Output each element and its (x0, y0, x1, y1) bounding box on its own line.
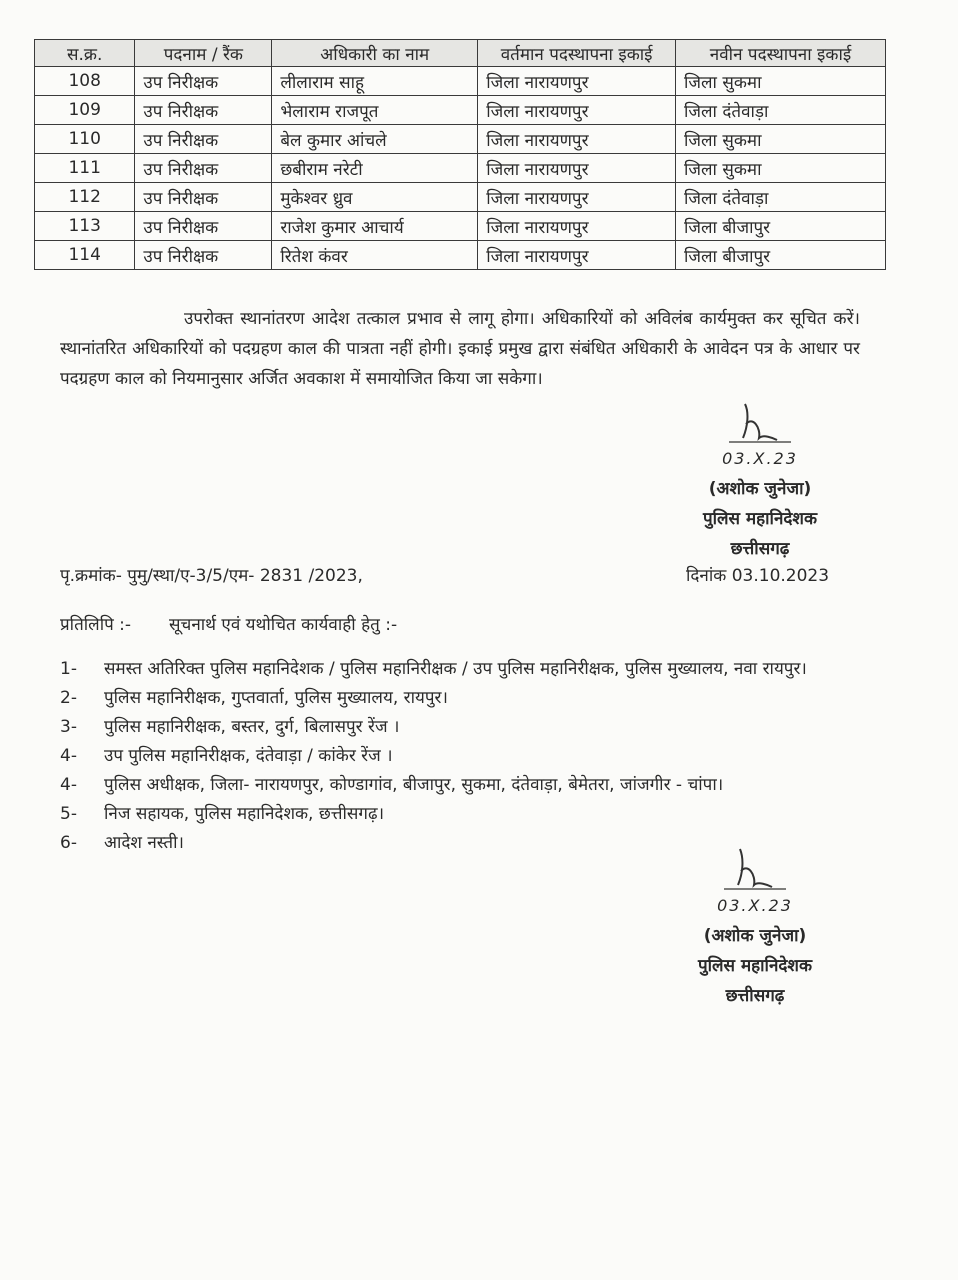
cell-rank: उप निरीक्षक (135, 183, 272, 212)
cell-rank: उप निरीक्षक (135, 125, 272, 154)
list-item-number: 6- (60, 833, 77, 853)
table-row (35, 67, 886, 96)
cell-rank: उप निरीक्षक (135, 212, 272, 241)
list-item-number: 1- (60, 659, 77, 679)
cell-new-posting: जिला सुकमा (676, 67, 886, 96)
list-item (60, 742, 850, 771)
list-item (60, 800, 850, 829)
signatory-designation: पुलिस महानिदेशक (697, 956, 813, 976)
cell-officer-name: भेलाराम राजपूत (272, 96, 478, 125)
reference-number: पृ.क्रमांक- पुमु/स्था/ए-3/5/एम- 2831 /2023, (60, 566, 363, 586)
list-item-number: 4- (60, 746, 77, 766)
order-text: उपरोक्त स्थानांतरण आदेश तत्काल प्रभाव से लागू होगा। अधिकारियों को अविलंब कार्यमुक्त कर सूचित करें। स्थानांतरित अधिकारियों को पदग्रहण काल की पात्रता नहीं होगी। इकाई प्रमुख द्वारा संबंधित अधिकारी के आवेदन पत्र के आधार पर पदग्रहण काल को नियमानुसार अर्जित अवकाश में समायोजित किया जा सकेगा। (60, 309, 860, 389)
table-row (35, 183, 886, 212)
signatory-state: छत्तीसगढ़ (725, 986, 785, 1006)
list-item-number: 2- (60, 688, 77, 708)
list-item (60, 771, 850, 800)
cell-new-posting: जिला सुकमा (676, 125, 886, 154)
copy-to-list (60, 655, 850, 858)
signature-block (660, 398, 860, 564)
cell-serial: 112 (35, 183, 135, 212)
copy-to-heading (60, 612, 397, 635)
list-item-text: पुलिस अधीक्षक, जिला- नारायणपुर, कोण्डागांव, बीजापुर, सुकमा, दंतेवाड़ा, बेमेतरा, जांजगीर - चांपा। (104, 775, 724, 795)
cell-officer-name: बेल कुमार आंचले (272, 125, 478, 154)
signature-block-copy (655, 845, 855, 1011)
signature-scribble-icon (710, 845, 800, 891)
table-row (35, 154, 886, 183)
cell-current-posting: जिला नारायणपुर (478, 154, 676, 183)
cell-new-posting: जिला बीजापुर (676, 212, 886, 241)
list-item (60, 713, 850, 742)
cell-new-posting: जिला बीजापुर (676, 241, 886, 270)
table-row (35, 212, 886, 241)
header-officer-name: अधिकारी का नाम (272, 40, 478, 67)
order-paragraph (60, 304, 860, 394)
cell-current-posting: जिला नारायणपुर (478, 241, 676, 270)
cell-new-posting: जिला सुकमा (676, 154, 886, 183)
signature-date: 03.X.23 (722, 449, 798, 468)
signatory-designation: पुलिस महानिदेशक (702, 509, 818, 529)
cell-serial: 114 (35, 241, 135, 270)
cell-officer-name: छबीराम नरेटी (272, 154, 478, 183)
list-item-text: निज सहायक, पुलिस महानिदेशक, छत्तीसगढ़। (104, 804, 385, 824)
list-item-text: उप पुलिस महानिरीक्षक, दंतेवाड़ा / कांकेर रेंज । (104, 746, 393, 766)
cell-serial: 113 (35, 212, 135, 241)
cell-rank: उप निरीक्षक (135, 96, 272, 125)
cell-serial: 109 (35, 96, 135, 125)
cell-current-posting: जिला नारायणपुर (478, 212, 676, 241)
list-item-text: पुलिस महानिरीक्षक, गुप्तवार्ता, पुलिस मुख्यालय, रायपुर। (104, 688, 448, 708)
cell-rank: उप निरीक्षक (135, 154, 272, 183)
cell-officer-name: मुकेश्वर ध्रुव (272, 183, 478, 212)
copy-to-label: प्रतिलिपि :- (60, 615, 132, 635)
header-serial: स.क्र. (35, 40, 135, 67)
cell-new-posting: जिला दंतेवाड़ा (676, 183, 886, 212)
cell-serial: 110 (35, 125, 135, 154)
list-item-text: पुलिस महानिरीक्षक, बस्तर, दुर्ग, बिलासपुर रेंज । (104, 717, 400, 737)
signature-scribble-icon (715, 398, 805, 444)
cell-officer-name: राजेश कुमार आचार्य (272, 212, 478, 241)
cell-serial: 111 (35, 154, 135, 183)
cell-officer-name: लीलाराम साहू (272, 67, 478, 96)
transfer-table (34, 39, 886, 270)
cell-rank: उप निरीक्षक (135, 67, 272, 96)
table-row (35, 241, 886, 270)
list-item-text: आदेश नस्ती। (104, 833, 184, 853)
reference-date: दिनांक 03.10.2023 (686, 566, 830, 586)
cell-current-posting: जिला नारायणपुर (478, 183, 676, 212)
cell-officer-name: रितेश कंवर (272, 241, 478, 270)
cell-new-posting: जिला दंतेवाड़ा (676, 96, 886, 125)
header-current-posting: वर्तमान पदस्थापना इकाई (478, 40, 676, 67)
list-item-number: 3- (60, 717, 77, 737)
list-item-number: 5- (60, 804, 77, 824)
table-row (35, 96, 886, 125)
signature-date: 03.X.23 (717, 896, 793, 915)
list-item (60, 655, 850, 684)
cell-current-posting: जिला नारायणपुर (478, 67, 676, 96)
table-header-row (35, 40, 886, 67)
copy-to-purpose: सूचनार्थ एवं यथोचित कार्यवाही हेतु :- (169, 615, 398, 635)
table-row (35, 125, 886, 154)
list-item-text: समस्त अतिरिक्त पुलिस महानिदेशक / पुलिस महानिरीक्षक / उप पुलिस महानिरीक्षक, पुलिस मुख्यालय, नवा रायपुर। (104, 659, 807, 679)
cell-serial: 108 (35, 67, 135, 96)
header-rank: पदनाम / रैंक (135, 40, 272, 67)
list-item-number: 4- (60, 775, 77, 795)
list-item (60, 684, 850, 713)
cell-current-posting: जिला नारायणपुर (478, 125, 676, 154)
signatory-state: छत्तीसगढ़ (730, 539, 790, 559)
header-new-posting: नवीन पदस्थापना इकाई (676, 40, 886, 67)
signatory-name: (अशोक जुनेजा) (708, 479, 812, 499)
cell-current-posting: जिला नारायणपुर (478, 96, 676, 125)
signatory-name: (अशोक जुनेजा) (703, 926, 807, 946)
cell-rank: उप निरीक्षक (135, 241, 272, 270)
